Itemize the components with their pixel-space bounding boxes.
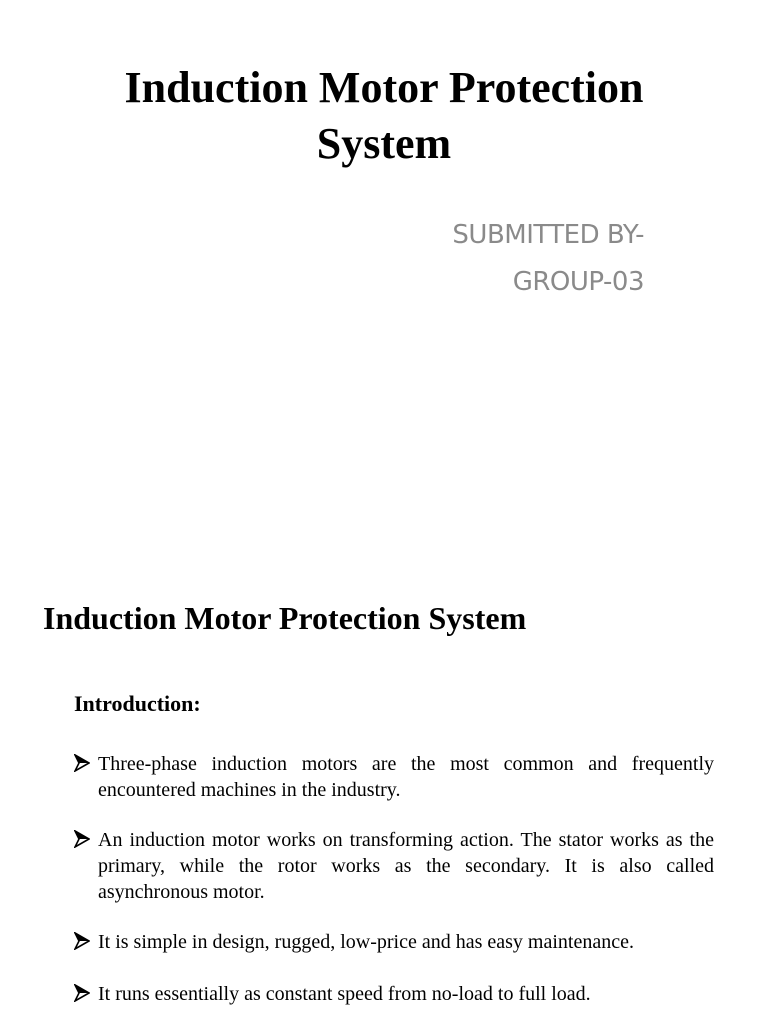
bullet-list bbox=[74, 751, 714, 1007]
arrow-bullet-icon bbox=[74, 754, 90, 772]
arrow-bullet-icon bbox=[74, 932, 90, 950]
submitted-by-block bbox=[452, 212, 644, 306]
arrow-bullet-icon bbox=[74, 830, 90, 848]
group-label: GROUP-03 bbox=[512, 267, 644, 297]
list-item bbox=[74, 929, 714, 955]
list-item bbox=[74, 827, 714, 905]
list-item bbox=[74, 981, 714, 1007]
slide-title: Induction Motor Protection System bbox=[124, 63, 644, 168]
arrow-bullet-icon bbox=[74, 984, 90, 1002]
bullet-text: It is simple in design, rugged, low-price and has easy maintenance. bbox=[98, 931, 634, 953]
list-item bbox=[74, 751, 714, 803]
submitted-by-label: SUBMITTED BY- bbox=[452, 220, 644, 250]
introduction-heading: Introduction: bbox=[74, 691, 201, 716]
section-title: Induction Motor Protection System bbox=[43, 600, 527, 636]
bullet-text: An induction motor works on transforming action. The stator works as the primary, while the rotor works as the secondary. It is also called asynchronous motor. bbox=[98, 829, 714, 903]
bullet-text: Three-phase induction motors are the most common and frequently encountered machines in the industry. bbox=[98, 753, 714, 801]
bullet-text: It runs essentially as constant speed from no-load to full load. bbox=[98, 983, 591, 1005]
